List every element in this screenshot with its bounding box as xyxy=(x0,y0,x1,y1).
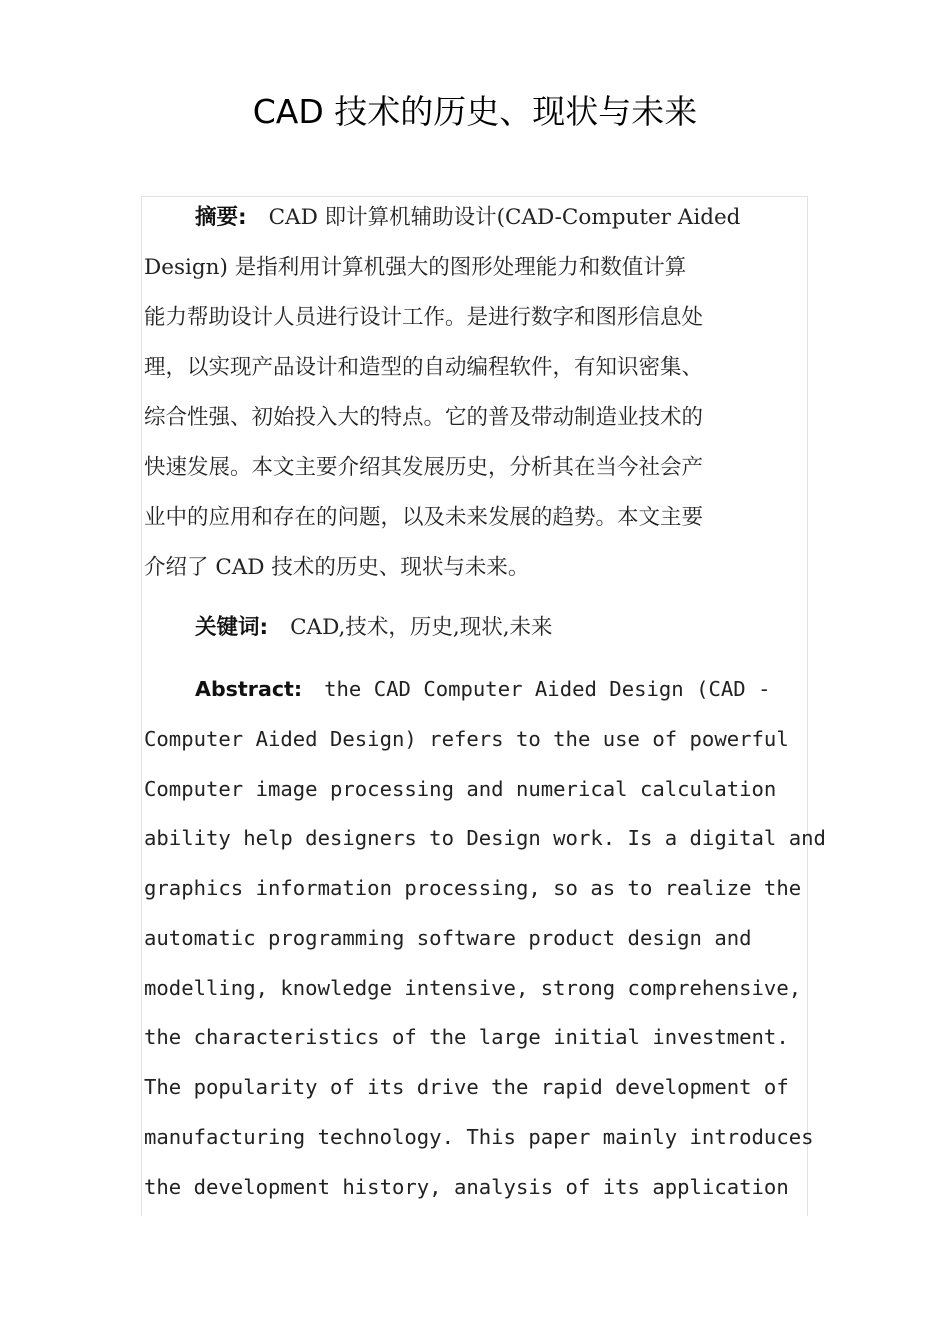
keywords-label: 关键词: xyxy=(195,615,269,640)
abstract-cn-line: 综合性强、初始投入大的特点。它的普及带动制造业技术的 xyxy=(144,405,704,430)
abstract-en-line xyxy=(195,674,770,704)
abstract-en-line: manufacturing technology. This paper mainly introduces xyxy=(144,1125,814,1149)
abstract-en-line: the characteristics of the large initial investment. xyxy=(144,1025,789,1049)
abstract-cn-text: CAD 即计算机辅助设计(CAD-Computer Aided xyxy=(268,205,741,230)
abstract-en-line: ability help designers to Design work. Is a digital and xyxy=(144,826,826,850)
abstract-cn-line xyxy=(195,203,740,233)
abstract-cn-label: 摘要: xyxy=(195,205,247,230)
abstract-cn-line: 业中的应用和存在的问题，以及未来发展的趋势。本文主要 xyxy=(144,505,704,530)
abstract-en-line: Computer Aided Design) refers to the use of powerful xyxy=(144,727,789,751)
abstract-cn-line: 能力帮助设计人员进行设计工作。是进行数字和图形信息处 xyxy=(144,305,704,330)
abstract-cn-line: 快速发展。本文主要介绍其发展历史，分析其在当今社会产 xyxy=(144,455,704,480)
keywords-text: CAD,技术，历史,现状,未来 xyxy=(290,615,553,640)
abstract-en-line: graphics information processing, so as to realize the xyxy=(144,876,802,900)
abstract-en-line: the development history, analysis of its application xyxy=(144,1175,789,1199)
abstract-en-line: automatic programming software product design and xyxy=(144,926,752,950)
abstract-cn-line: 理，以实现产品设计和造型的自动编程软件，有知识密集、 xyxy=(144,355,704,380)
abstract-cn-line: Design) 是指利用计算机强大的图形处理能力和数值计算 xyxy=(144,255,687,280)
abstract-en-text: the CAD Computer Aided Design (CAD - xyxy=(324,677,771,701)
keywords-line xyxy=(195,613,553,643)
content-frame xyxy=(141,196,808,1216)
abstract-en-label: Abstract: xyxy=(195,677,303,701)
abstract-en-line: Computer image processing and numerical calculation xyxy=(144,777,777,801)
abstract-cn-line: 介绍了 CAD 技术的历史、现状与未来。 xyxy=(144,555,530,580)
abstract-en-line: modelling, knowledge intensive, strong comprehensive, xyxy=(144,976,802,1000)
abstract-en-line: The popularity of its drive the rapid development of xyxy=(144,1075,789,1099)
document-title: CAD 技术的历史、现状与未来 xyxy=(252,92,698,131)
